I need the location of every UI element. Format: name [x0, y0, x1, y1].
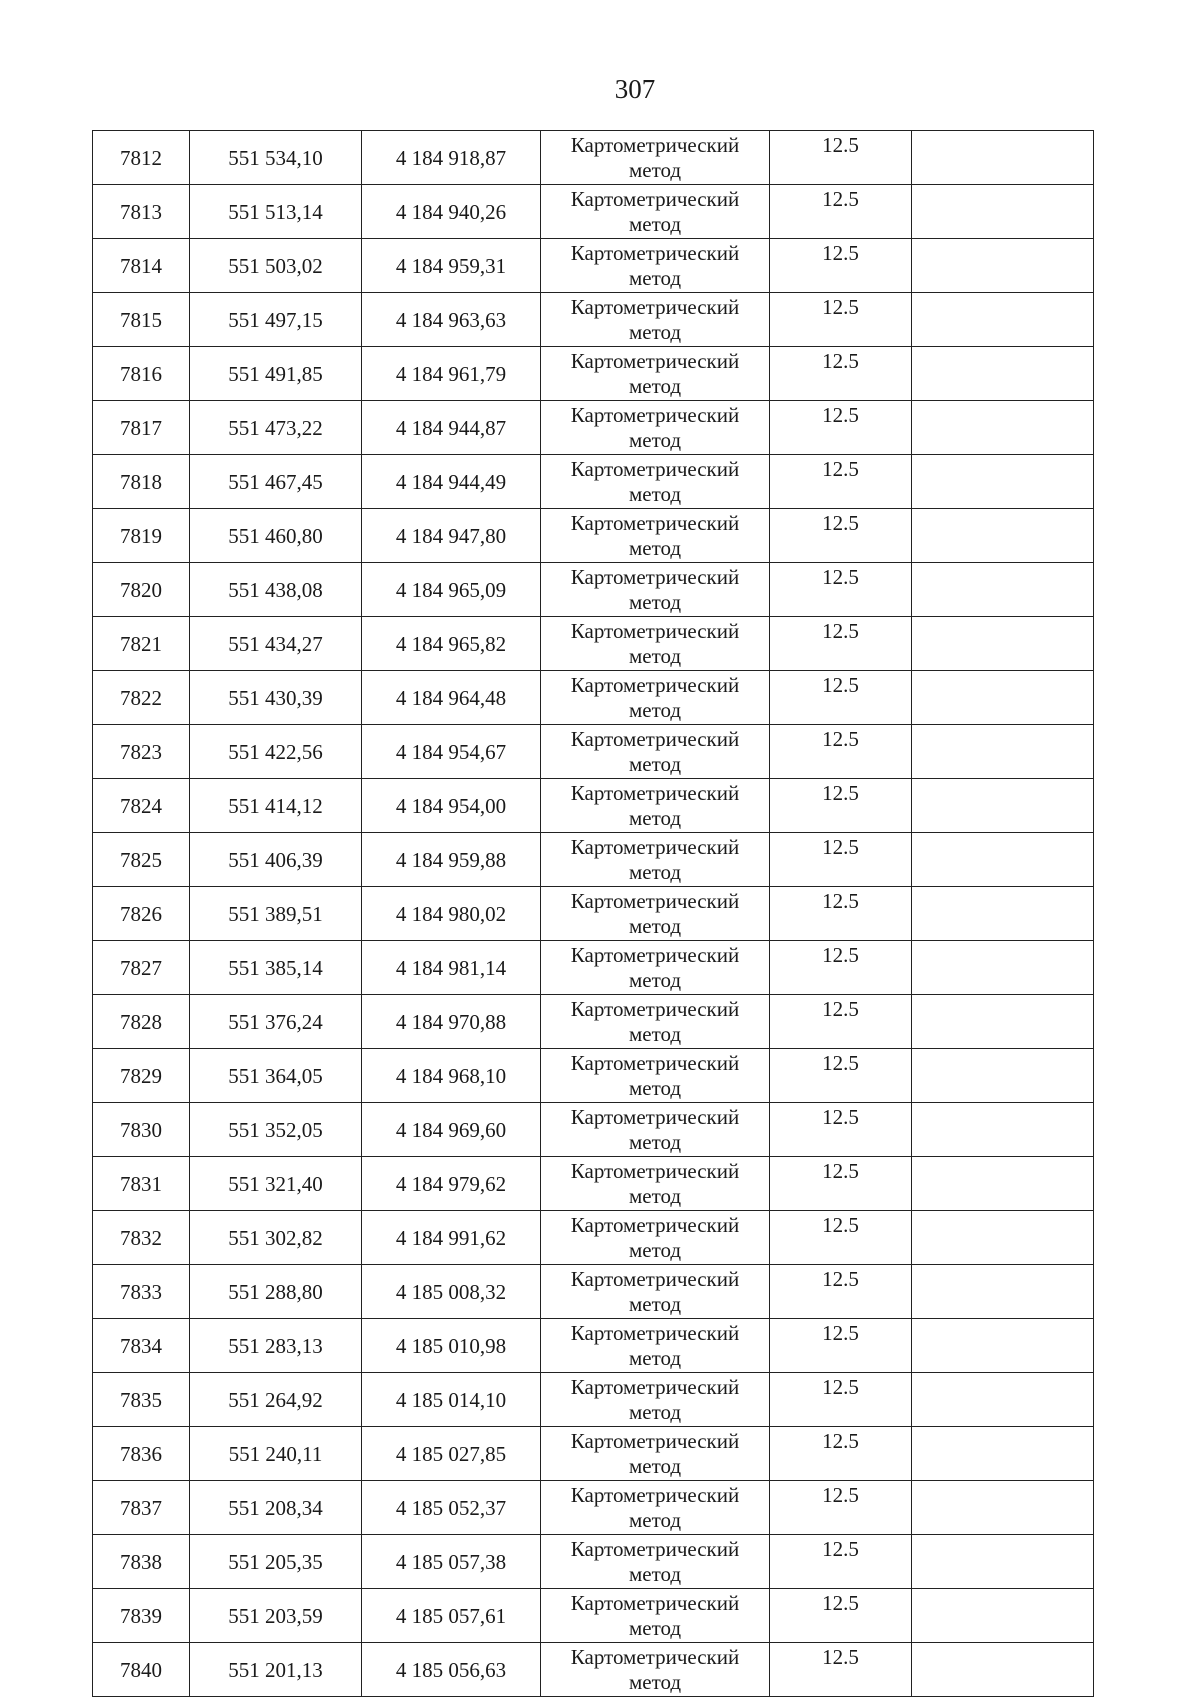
note-cell: [912, 887, 1094, 941]
method-cell: [541, 779, 770, 833]
point-number-cell: 7835: [93, 1373, 190, 1427]
method-line-2: метод: [628, 211, 682, 236]
y-coordinate-cell: 4 185 014,10: [362, 1373, 541, 1427]
x-coordinate-cell: 551 385,14: [190, 941, 362, 995]
point-number-cell: 7819: [93, 509, 190, 563]
note-cell: [912, 239, 1094, 293]
y-coordinate-cell: 4 185 010,98: [362, 1319, 541, 1373]
method-cell: [541, 617, 770, 671]
table-row: [93, 833, 1094, 887]
accuracy-cell: 12.5: [770, 347, 912, 401]
method-line-2: метод: [628, 265, 682, 290]
y-coordinate-cell: 4 184 964,48: [362, 671, 541, 725]
point-number-cell: 7837: [93, 1481, 190, 1535]
y-coordinate-cell: 4 184 970,88: [362, 995, 541, 1049]
x-coordinate-cell: 551 497,15: [190, 293, 362, 347]
point-number-cell: 7823: [93, 725, 190, 779]
accuracy-cell: 12.5: [770, 1481, 912, 1535]
table-row: [93, 671, 1094, 725]
method-line-1: Картометрический: [570, 834, 740, 859]
x-coordinate-cell: 551 376,24: [190, 995, 362, 1049]
point-number-cell: 7839: [93, 1589, 190, 1643]
method-line-1: Картометрический: [570, 1266, 740, 1291]
method-line-1: Картометрический: [570, 618, 740, 643]
x-coordinate-cell: 551 203,59: [190, 1589, 362, 1643]
method-cell: [541, 347, 770, 401]
note-cell: [912, 833, 1094, 887]
note-cell: [912, 455, 1094, 509]
note-cell: [912, 995, 1094, 1049]
point-number-cell: 7815: [93, 293, 190, 347]
table-row: [93, 455, 1094, 509]
x-coordinate-cell: 551 352,05: [190, 1103, 362, 1157]
x-coordinate-cell: 551 473,22: [190, 401, 362, 455]
table-row: [93, 1481, 1094, 1535]
table-row: [93, 239, 1094, 293]
table-row: [93, 401, 1094, 455]
method-cell: [541, 1481, 770, 1535]
point-number-cell: 7834: [93, 1319, 190, 1373]
point-number-cell: 7828: [93, 995, 190, 1049]
accuracy-cell: 12.5: [770, 131, 912, 185]
method-cell: [541, 455, 770, 509]
point-number-cell: 7840: [93, 1643, 190, 1697]
method-line-2: метод: [628, 589, 682, 614]
table-row: [93, 1049, 1094, 1103]
table-row: [93, 1589, 1094, 1643]
x-coordinate-cell: 551 302,82: [190, 1211, 362, 1265]
y-coordinate-cell: 4 184 954,67: [362, 725, 541, 779]
accuracy-cell: 12.5: [770, 617, 912, 671]
method-cell: [541, 1211, 770, 1265]
y-coordinate-cell: 4 184 959,88: [362, 833, 541, 887]
coordinates-table: [92, 130, 1094, 1697]
method-line-2: метод: [628, 859, 682, 884]
coordinates-table-body: [93, 131, 1094, 1697]
table-row: [93, 347, 1094, 401]
table-row: [93, 293, 1094, 347]
page-number: 307: [614, 74, 656, 104]
table-row: [93, 725, 1094, 779]
point-number-cell: 7825: [93, 833, 190, 887]
method-line-2: метод: [628, 751, 682, 776]
method-cell: [541, 1643, 770, 1697]
accuracy-cell: 12.5: [770, 1427, 912, 1481]
method-cell: [541, 1103, 770, 1157]
method-cell: [541, 239, 770, 293]
accuracy-cell: 12.5: [770, 455, 912, 509]
method-line-2: метод: [628, 535, 682, 560]
y-coordinate-cell: 4 185 027,85: [362, 1427, 541, 1481]
accuracy-cell: 12.5: [770, 779, 912, 833]
method-line-2: метод: [628, 1453, 682, 1478]
accuracy-cell: 12.5: [770, 401, 912, 455]
y-coordinate-cell: 4 184 954,00: [362, 779, 541, 833]
note-cell: [912, 347, 1094, 401]
y-coordinate-cell: 4 184 947,80: [362, 509, 541, 563]
x-coordinate-cell: 551 288,80: [190, 1265, 362, 1319]
method-line-1: Картометрический: [570, 132, 740, 157]
table-row: [93, 563, 1094, 617]
point-number-cell: 7813: [93, 185, 190, 239]
x-coordinate-cell: 551 467,45: [190, 455, 362, 509]
x-coordinate-cell: 551 438,08: [190, 563, 362, 617]
accuracy-cell: 12.5: [770, 887, 912, 941]
accuracy-cell: 12.5: [770, 563, 912, 617]
y-coordinate-cell: 4 184 965,09: [362, 563, 541, 617]
table-row: [93, 941, 1094, 995]
method-line-1: Картометрический: [570, 726, 740, 751]
point-number-cell: 7832: [93, 1211, 190, 1265]
method-line-1: Картометрический: [570, 1104, 740, 1129]
method-line-2: метод: [628, 1669, 682, 1694]
method-line-2: метод: [628, 697, 682, 722]
y-coordinate-cell: 4 185 057,61: [362, 1589, 541, 1643]
method-line-2: метод: [628, 1075, 682, 1100]
point-number-cell: 7822: [93, 671, 190, 725]
method-cell: [541, 1157, 770, 1211]
table-row: [93, 1373, 1094, 1427]
method-line-1: Картометрический: [570, 1158, 740, 1183]
method-line-2: метод: [628, 1561, 682, 1586]
method-cell: [541, 1589, 770, 1643]
note-cell: [912, 401, 1094, 455]
method-cell: [541, 1265, 770, 1319]
point-number-cell: 7826: [93, 887, 190, 941]
note-cell: [912, 617, 1094, 671]
accuracy-cell: 12.5: [770, 671, 912, 725]
method-cell: [541, 563, 770, 617]
note-cell: [912, 671, 1094, 725]
table-row: [93, 1103, 1094, 1157]
note-cell: [912, 185, 1094, 239]
note-cell: [912, 293, 1094, 347]
x-coordinate-cell: 551 321,40: [190, 1157, 362, 1211]
accuracy-cell: 12.5: [770, 293, 912, 347]
note-cell: [912, 1103, 1094, 1157]
note-cell: [912, 1211, 1094, 1265]
x-coordinate-cell: 551 240,11: [190, 1427, 362, 1481]
note-cell: [912, 941, 1094, 995]
y-coordinate-cell: 4 185 008,32: [362, 1265, 541, 1319]
method-cell: [541, 995, 770, 1049]
table-row: [93, 1157, 1094, 1211]
note-cell: [912, 1265, 1094, 1319]
method-line-2: метод: [628, 967, 682, 992]
method-cell: [541, 293, 770, 347]
x-coordinate-cell: 551 460,80: [190, 509, 362, 563]
method-cell: [541, 509, 770, 563]
table-row: [93, 185, 1094, 239]
accuracy-cell: 12.5: [770, 1211, 912, 1265]
method-cell: [541, 401, 770, 455]
point-number-cell: 7816: [93, 347, 190, 401]
method-line-1: Картометрический: [570, 942, 740, 967]
x-coordinate-cell: 551 283,13: [190, 1319, 362, 1373]
y-coordinate-cell: 4 184 961,79: [362, 347, 541, 401]
note-cell: [912, 1589, 1094, 1643]
accuracy-cell: 12.5: [770, 1373, 912, 1427]
note-cell: [912, 1481, 1094, 1535]
method-line-1: Картометрический: [570, 1050, 740, 1075]
method-line-1: Картометрический: [570, 564, 740, 589]
method-line-2: метод: [628, 1615, 682, 1640]
method-line-2: метод: [628, 1183, 682, 1208]
accuracy-cell: 12.5: [770, 1103, 912, 1157]
method-line-1: Картометрический: [570, 1590, 740, 1615]
method-line-1: Картометрический: [570, 1320, 740, 1345]
y-coordinate-cell: 4 184 965,82: [362, 617, 541, 671]
method-cell: [541, 1427, 770, 1481]
y-coordinate-cell: 4 184 944,49: [362, 455, 541, 509]
accuracy-cell: 12.5: [770, 1535, 912, 1589]
point-number-cell: 7820: [93, 563, 190, 617]
method-line-2: метод: [628, 1129, 682, 1154]
point-number-cell: 7827: [93, 941, 190, 995]
table-row: [93, 1319, 1094, 1373]
accuracy-cell: 12.5: [770, 1589, 912, 1643]
x-coordinate-cell: 551 364,05: [190, 1049, 362, 1103]
method-line-1: Картометрический: [570, 456, 740, 481]
method-cell: [541, 185, 770, 239]
x-coordinate-cell: 551 534,10: [190, 131, 362, 185]
note-cell: [912, 1157, 1094, 1211]
x-coordinate-cell: 551 434,27: [190, 617, 362, 671]
table-row: [93, 1427, 1094, 1481]
method-line-1: Картометрический: [570, 1536, 740, 1561]
method-line-1: Картометрический: [570, 510, 740, 535]
y-coordinate-cell: 4 184 944,87: [362, 401, 541, 455]
y-coordinate-cell: 4 184 918,87: [362, 131, 541, 185]
note-cell: [912, 779, 1094, 833]
x-coordinate-cell: 551 422,56: [190, 725, 362, 779]
y-coordinate-cell: 4 185 056,63: [362, 1643, 541, 1697]
method-line-2: метод: [628, 157, 682, 182]
point-number-cell: 7814: [93, 239, 190, 293]
method-line-2: метод: [628, 481, 682, 506]
table-row: [93, 887, 1094, 941]
point-number-cell: 7829: [93, 1049, 190, 1103]
method-line-2: метод: [628, 805, 682, 830]
method-line-2: метод: [628, 373, 682, 398]
note-cell: [912, 1535, 1094, 1589]
point-number-cell: 7833: [93, 1265, 190, 1319]
accuracy-cell: 12.5: [770, 185, 912, 239]
accuracy-cell: 12.5: [770, 1157, 912, 1211]
accuracy-cell: 12.5: [770, 1643, 912, 1697]
method-cell: [541, 833, 770, 887]
table-row: [93, 1265, 1094, 1319]
method-cell: [541, 1373, 770, 1427]
x-coordinate-cell: 551 264,92: [190, 1373, 362, 1427]
accuracy-cell: 12.5: [770, 725, 912, 779]
table-row: [93, 1535, 1094, 1589]
note-cell: [912, 1643, 1094, 1697]
table-row: [93, 617, 1094, 671]
x-coordinate-cell: 551 414,12: [190, 779, 362, 833]
method-cell: [541, 887, 770, 941]
x-coordinate-cell: 551 491,85: [190, 347, 362, 401]
method-line-2: метод: [628, 1237, 682, 1262]
method-line-2: метод: [628, 319, 682, 344]
method-line-1: Картометрический: [570, 780, 740, 805]
y-coordinate-cell: 4 184 963,63: [362, 293, 541, 347]
accuracy-cell: 12.5: [770, 509, 912, 563]
accuracy-cell: 12.5: [770, 995, 912, 1049]
method-line-1: Картометрический: [570, 348, 740, 373]
accuracy-cell: 12.5: [770, 1049, 912, 1103]
accuracy-cell: 12.5: [770, 1319, 912, 1373]
note-cell: [912, 131, 1094, 185]
point-number-cell: 7831: [93, 1157, 190, 1211]
method-line-2: метод: [628, 643, 682, 668]
table-row: [93, 1643, 1094, 1697]
x-coordinate-cell: 551 513,14: [190, 185, 362, 239]
table-row: [93, 1211, 1094, 1265]
y-coordinate-cell: 4 185 057,38: [362, 1535, 541, 1589]
note-cell: [912, 1427, 1094, 1481]
note-cell: [912, 563, 1094, 617]
x-coordinate-cell: 551 208,34: [190, 1481, 362, 1535]
y-coordinate-cell: 4 184 979,62: [362, 1157, 541, 1211]
point-number-cell: 7812: [93, 131, 190, 185]
note-cell: [912, 1049, 1094, 1103]
note-cell: [912, 725, 1094, 779]
y-coordinate-cell: 4 184 980,02: [362, 887, 541, 941]
y-coordinate-cell: 4 184 940,26: [362, 185, 541, 239]
method-cell: [541, 941, 770, 995]
method-line-2: метод: [628, 1507, 682, 1532]
y-coordinate-cell: 4 184 981,14: [362, 941, 541, 995]
y-coordinate-cell: 4 185 052,37: [362, 1481, 541, 1535]
table-row: [93, 779, 1094, 833]
accuracy-cell: 12.5: [770, 941, 912, 995]
y-coordinate-cell: 4 184 968,10: [362, 1049, 541, 1103]
x-coordinate-cell: 551 389,51: [190, 887, 362, 941]
method-line-1: Картометрический: [570, 996, 740, 1021]
method-cell: [541, 1319, 770, 1373]
x-coordinate-cell: 551 201,13: [190, 1643, 362, 1697]
accuracy-cell: 12.5: [770, 239, 912, 293]
method-line-1: Картометрический: [570, 1428, 740, 1453]
method-line-1: Картометрический: [570, 1212, 740, 1237]
method-line-2: метод: [628, 1021, 682, 1046]
method-line-1: Картометрический: [570, 1482, 740, 1507]
x-coordinate-cell: 551 503,02: [190, 239, 362, 293]
method-cell: [541, 131, 770, 185]
table-row: [93, 509, 1094, 563]
x-coordinate-cell: 551 430,39: [190, 671, 362, 725]
method-line-1: Картометрический: [570, 186, 740, 211]
method-line-1: Картометрический: [570, 402, 740, 427]
method-cell: [541, 725, 770, 779]
point-number-cell: 7836: [93, 1427, 190, 1481]
method-line-2: метод: [628, 427, 682, 452]
note-cell: [912, 1319, 1094, 1373]
y-coordinate-cell: 4 184 991,62: [362, 1211, 541, 1265]
point-number-cell: 7824: [93, 779, 190, 833]
method-line-2: метод: [628, 1345, 682, 1370]
accuracy-cell: 12.5: [770, 833, 912, 887]
accuracy-cell: 12.5: [770, 1265, 912, 1319]
method-line-1: Картометрический: [570, 672, 740, 697]
method-line-1: Картометрический: [570, 888, 740, 913]
table-row: [93, 131, 1094, 185]
method-cell: [541, 1535, 770, 1589]
method-line-1: Картометрический: [570, 1374, 740, 1399]
method-line-2: метод: [628, 913, 682, 938]
method-line-2: метод: [628, 1399, 682, 1424]
x-coordinate-cell: 551 406,39: [190, 833, 362, 887]
table-row: [93, 995, 1094, 1049]
point-number-cell: 7838: [93, 1535, 190, 1589]
method-line-1: Картометрический: [570, 1644, 740, 1669]
note-cell: [912, 509, 1094, 563]
y-coordinate-cell: 4 184 959,31: [362, 239, 541, 293]
point-number-cell: 7818: [93, 455, 190, 509]
method-line-1: Картометрический: [570, 240, 740, 265]
point-number-cell: 7830: [93, 1103, 190, 1157]
y-coordinate-cell: 4 184 969,60: [362, 1103, 541, 1157]
method-cell: [541, 1049, 770, 1103]
x-coordinate-cell: 551 205,35: [190, 1535, 362, 1589]
method-cell: [541, 671, 770, 725]
point-number-cell: 7821: [93, 617, 190, 671]
method-line-1: Картометрический: [570, 294, 740, 319]
note-cell: [912, 1373, 1094, 1427]
point-number-cell: 7817: [93, 401, 190, 455]
method-line-2: метод: [628, 1291, 682, 1316]
